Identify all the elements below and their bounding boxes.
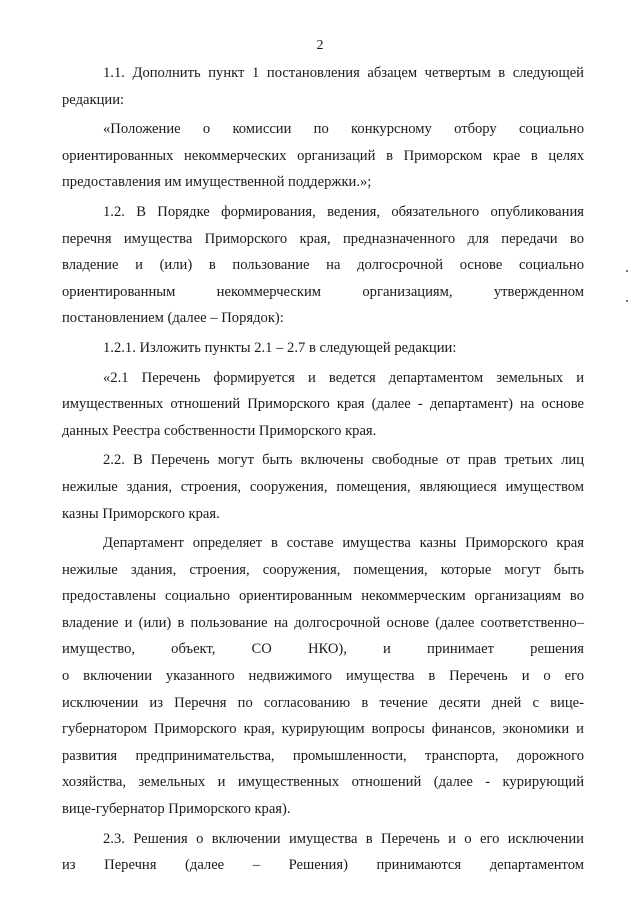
text-line: ориентированных некоммерческих организаций в Приморском крае в целях [62, 147, 584, 164]
paragraph-2-2 [62, 447, 584, 527]
text-line: данных Реестра собственности Приморского края. [62, 422, 377, 439]
text-line: 1.2. В Порядке формирования, ведения, обязательного опубликования [103, 203, 584, 220]
text-line: «2.1 Перечень формируется и ведется департаментом земельных и [103, 369, 584, 386]
scan-speck [626, 270, 628, 272]
paragraph-quote-commission [62, 116, 584, 196]
text-line: 1.1. Дополнить пункт 1 постановления абзацем четвертым в следующей [103, 65, 584, 81]
text-line: нежилые здания, строения, сооружения, помещения, которые могут быть [62, 561, 584, 578]
paragraph-1-1 [62, 60, 584, 113]
text-line: 2.2. В Перечень могут быть включены свободные от прав третьих лиц [103, 452, 584, 469]
paragraph-department [62, 530, 584, 823]
text-line: имущество, объект, СО НКО), и принимает решения [62, 641, 584, 658]
scan-speck [626, 300, 628, 302]
text-line: нежилые здания, строения, сооружения, помещения, являющиеся имуществом [62, 478, 584, 495]
text-line: вице-губернатор Приморского края). [62, 801, 291, 818]
text-line: развития предпринимательства, промышленности, транспорта, дорожного [62, 747, 584, 764]
text-line: «Положение о комиссии по конкурсному отбору социально [103, 121, 584, 138]
text-line: исключении из Перечня по согласованию в течение десяти дней с вице- [62, 694, 584, 711]
paragraph-2-1 [62, 365, 584, 445]
paragraph-1-2 [62, 199, 584, 332]
text-line: владение и (или) в пользование на долгосрочной основе (далее соответственно– [62, 614, 584, 631]
text-line: казны Приморского края. [62, 505, 220, 522]
paragraph-1-2-1 [62, 335, 584, 362]
text-line: предоставления им имущественной поддержки.»; [62, 174, 372, 191]
text-line: перечня имущества Приморского края, предназначенного для передачи во [62, 230, 584, 247]
text-line: 2.3. Решения о включении имущества в Перечень и о его исключении [103, 830, 584, 847]
text-line: из Перечня (далее – Решения) принимаются департаментом [62, 857, 584, 874]
text-line: 1.2.1. Изложить пункты 2.1 – 2.7 в следующей редакции: [103, 339, 457, 356]
text-line: предоставлены социально ориентированным некоммерческим организациям во [62, 588, 584, 605]
text-line: ориентированным некоммерческим организациям, утвержденном [62, 283, 584, 300]
text-line: постановлением (далее – Порядок): [62, 310, 284, 327]
document-body [62, 60, 584, 882]
page-number: 2 [316, 38, 324, 53]
text-line: о включении указанного недвижимого имущества в Перечень и о его [62, 668, 584, 685]
text-line: редакции: [62, 91, 125, 108]
paragraph-2-3 [62, 826, 584, 879]
text-line: владение и (или) в пользование на долгосрочной основе социально [62, 257, 584, 274]
text-line: хозяйства, земельных и имущественных отношений (далее - курирующий [62, 774, 584, 791]
text-line: губернатором Приморского края, курирующим вопросы финансов, экономики и [62, 721, 584, 738]
text-line: Департамент определяет в составе имущества казны Приморского края [103, 535, 584, 552]
text-line: имущественных отношений Приморского края (далее - департамент) на основе [62, 396, 584, 413]
